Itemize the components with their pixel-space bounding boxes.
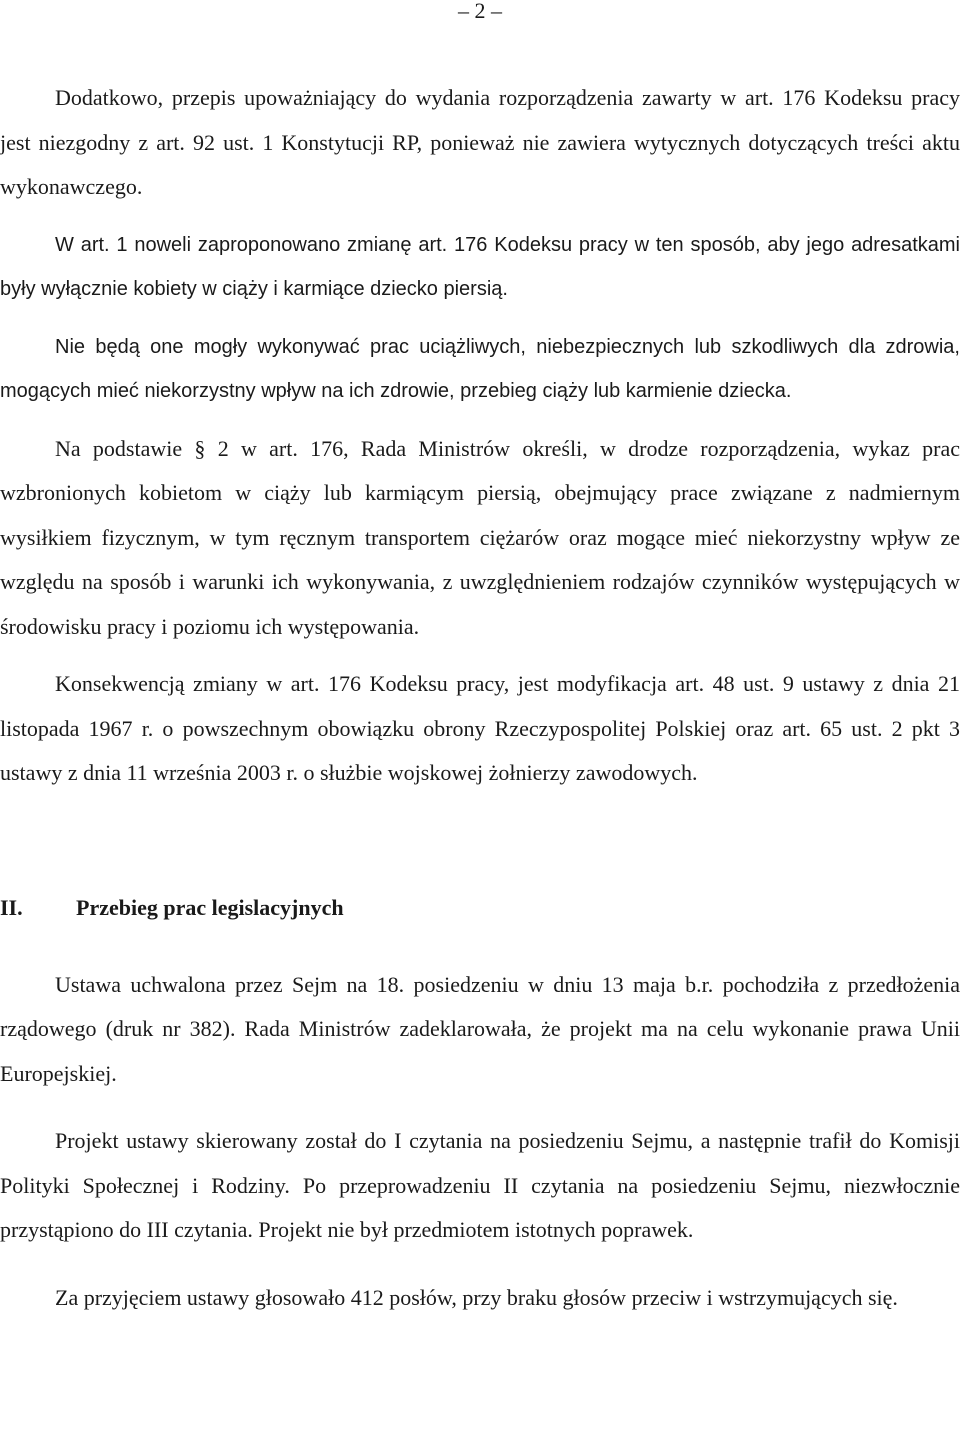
page-number: – 2 – (458, 0, 502, 23)
paragraph: Konsekwencją zmiany w art. 176 Kodeksu pracy, jest modyfikacja art. 48 ust. 9 ustawy z dnia 21 listopada 1967 r. o powszechnym obowiązku obrony Rzeczypospolitej Polskiej oraz art. 65 ust. 2 pkt 3 ustawy z dnia 11 września 2003 r. o służbie wojskowej żołnierzy zawodowych. (0, 671, 960, 785)
paragraph: Projekt ustawy skierowany został do I czytania na posiedzeniu Sejmu, a następnie trafił do Komisji Polityki Społecznej i Rodziny. Po przeprowadzeniu II czytania na posiedzeniu Sejmu, niezwłocznie przystąpiono do III czytania. Projekt nie był przedmiotem istotnych poprawek. (0, 1128, 960, 1242)
paragraph: Nie będą one mogły wykonywać prac uciążliwych, niebezpiecznych lub szkodliwych dla zdrowia, mogących mieć niekorzystny wpływ na ich zdrowie, przebieg ciąży lub karmienie dziecka. (0, 335, 960, 402)
paragraph: Dodatkowo, przepis upoważniający do wydania rozporządzenia zawarty w art. 176 Kodeksu pracy jest niezgodny z art. 92 ust. 1 Konstytucji RP, ponieważ nie zawiera wytycznych dotyczących treści aktu wykonawczego. (0, 85, 960, 199)
paragraph: Za przyjęciem ustawy głosowało 412 posłów, przy braku głosów przeciw i wstrzymujących się. (55, 1284, 898, 1310)
document-body (0, 76, 960, 1320)
paragraph: Ustawa uchwalona przez Sejm na 18. posiedzeniu w dniu 13 maja b.r. pochodziła z przedłożenia rządowego (druk nr 382). Rada Ministrów zadeklarowała, że projekt ma na celu wykonanie prawa Unii Europejskiej. (0, 971, 960, 1086)
section-title: Przebieg prac legislacyjnych (76, 894, 344, 920)
paragraph: Na podstawie § 2 w art. 176, Rada Ministrów określi, w drodze rozporządzenia, wykaz prac wzbronionych kobietom w ciąży lub karmiącym piersią, obejmujący prace związane z nadmiernym wysiłkiem fizycznym, w tym ręcznym transportem ciężarów oraz mogące mieć niekorzystny wpływ ze względu na sposób i warunki ich wykonywania, z uwzględnieniem rodzajów czynników występujących w środowisku pracy i poziomu ich występowania. (0, 435, 960, 639)
paragraph: W art. 1 noweli zaproponowano zmianę art. 176 Kodeksu pracy w ten sposób, aby jego adresatkami były wyłącznie kobiety w ciąży i karmiące dziecko piersią. (0, 233, 960, 300)
section-number: II. (0, 894, 23, 920)
section-heading (0, 886, 960, 930)
